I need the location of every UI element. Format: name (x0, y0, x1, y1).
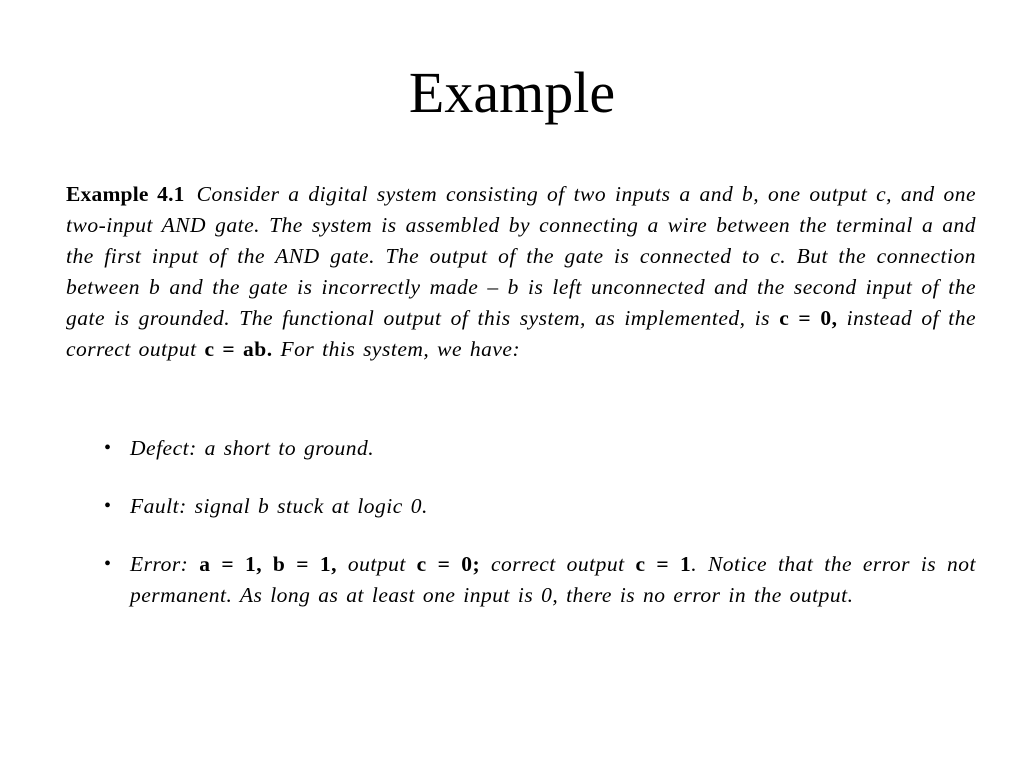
bullet-math: c = 1 (635, 552, 692, 576)
bullet-dot-icon: • (104, 553, 112, 575)
bullet-item (66, 549, 976, 611)
bullet-dot-icon: • (104, 495, 112, 517)
bullet-text: Defect: a short to ground. (130, 436, 375, 460)
math-c-equals-ab: c = ab. (204, 337, 273, 361)
bullet-list (66, 433, 976, 638)
bullet-text: output (337, 552, 417, 576)
bullet-text: Error: (130, 552, 200, 576)
example-text-3: For this system, we have: (280, 337, 521, 361)
bullet-text: correct output (480, 552, 636, 576)
math-c-equals-0: c = 0, (779, 306, 838, 330)
example-text-1: Consider a digital system consisting of two inputs a and b, one output c, and one two-input AND gate. The system is assembled by connecting a wire between the terminal a and the first input of the AND gate. The output of the gate is connected to c. But the connection between b and the gate is incorrectly made – b is left unconnected and the second input of the gate is grounded. The functional output of this system, as implemented, is (66, 182, 976, 330)
bullet-text: . Notice that the error is not permanent. As long as at least one input is 0, there is no error in the output. (130, 552, 977, 607)
example-label: Example 4.1 (66, 182, 185, 206)
bullet-text: Fault: signal b stuck at logic 0. (130, 494, 428, 518)
bullet-item (66, 491, 976, 522)
bullet-math: a = 1, b = 1, (199, 552, 337, 576)
slide-title: Example (408, 60, 616, 125)
bullet-math: c = 0; (416, 552, 481, 576)
bullet-item (66, 433, 976, 464)
example-paragraph (66, 179, 976, 365)
example-text-2: instead of the correct output (66, 306, 977, 361)
bullet-dot-icon: • (104, 437, 112, 459)
